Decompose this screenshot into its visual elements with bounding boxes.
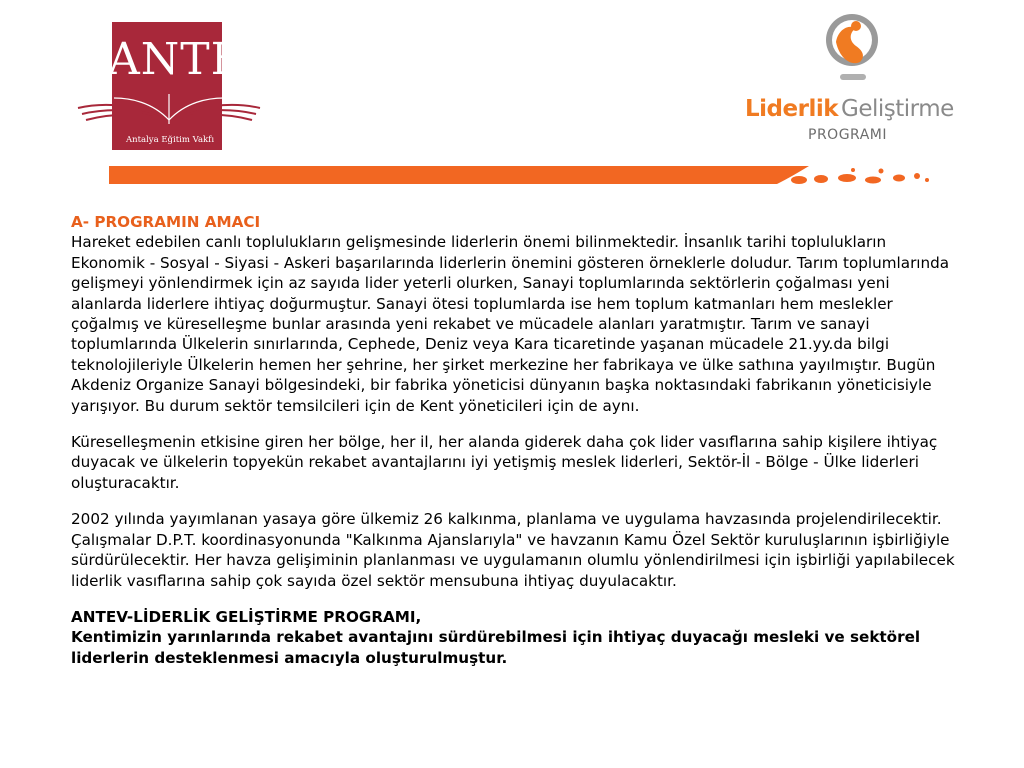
section-a: [71, 212, 963, 416]
antev-logo-wordmark: ANTEV: [108, 34, 277, 85]
main-content: [71, 212, 963, 684]
orange-header-band: [109, 166, 931, 184]
open-book-icon: [74, 74, 264, 134]
program-block: [71, 607, 963, 668]
paragraph-2: Küreselleşmenin etkisine giren her bölge, her il, her alanda giderek daha çok lider vasıflarına sahip kişilere ihtiyaç duyacak ve ülkelerin topyekün rekabet avantajlarını iyi yetişmiş meslek liderleri, Sektör-İl - Bölge - Ülke liderleri oluşturacaktır.: [71, 433, 938, 492]
antev-logo: [74, 22, 277, 152]
liderlik-logo-word-orange: Liderlik: [745, 96, 839, 122]
paragraph-1: Hareket edebilen canlı toplulukların gelişmesinde liderlerin önemi bilinmektedir. İnsanlık tarihi toplulukların Ekonomik - Sosyal - Siyasi - Askeri başarılarında liderlerin önemini gösteren örneklerle doludur. Tarım toplumlarında gelişmeyi yönlendirmek için az sayıda lider yeterli olurken, Sanayi toplumlarında sektörlerin çoğalması yeni alanlarda liderlere ihtiyaç doğurmuştur. Sanayi ötesi toplumlarda ise hem toplum katmanları hem meslekler çoğalmış ve küreselleşme bunlar arasında yeni rekabet ve mücadele alanları yaratmıştır. Tarım ve sanayi toplumlarında Ülkelerin sınırlarında, Cephede, Deniz veya Kara ticaretinde yaşanan mücadele 21.yy.da bilgi teknolojileriyle Ülkelerin hemen her şehrine, her şirket merkezine her fabrikaya ve ülke sathına yayılmıştır. Bugün Akdeniz Organize Sanayi bölgesindeki, bir fabrika yöneticisi dünyanın başka noktasındaki fabrikanın yöneticisiyle yarışıyor. Bu durum sektör temsilcileri için de Kent yöneticileri için de aynı.: [71, 233, 950, 415]
program-description: Kentimizin yarınlarında rekabet avantajını sürdürebilmesi için ihtiyaç duyacağı mesleki ve sektörel liderlerin desteklenmesi amacıyla oluşturulmuştur.: [71, 628, 921, 667]
antev-logo-subtitle: Antalya Eğitim Vakfı: [125, 135, 215, 145]
person-circle-icon: [822, 12, 882, 88]
program-title: ANTEV-LİDERLİK GELİŞTİRME PROGRAMI,: [71, 607, 422, 626]
section-heading: A- PROGRAMIN AMACI: [71, 213, 261, 231]
liderlik-logo-subtitle: PROGRAMI: [808, 127, 887, 143]
liderlik-logo: [740, 12, 970, 152]
liderlik-logo-word-grey: Geliştirme: [841, 96, 954, 122]
paragraph-3: 2002 yılında yayımlanan yasaya göre ülkemiz 26 kalkınma, planlama ve uygulama havzasında projelendirilecektir. Çalışmalar D.P.T. koordinasyonunda "Kalkınma Ajanslarıyla" ve havzanın Kamu Özel Sektör kuruluşlarının işbirliğiyle sürdürülecektir. Her havza gelişiminin planlanması ve uygulamanın olumlu yönlendirilmesi için işbirliği yapılabilecek liderlik vasıflarına sahip çok sayıda özel sektör mensubuna ihtiyaç duyulacaktır.: [71, 510, 955, 590]
